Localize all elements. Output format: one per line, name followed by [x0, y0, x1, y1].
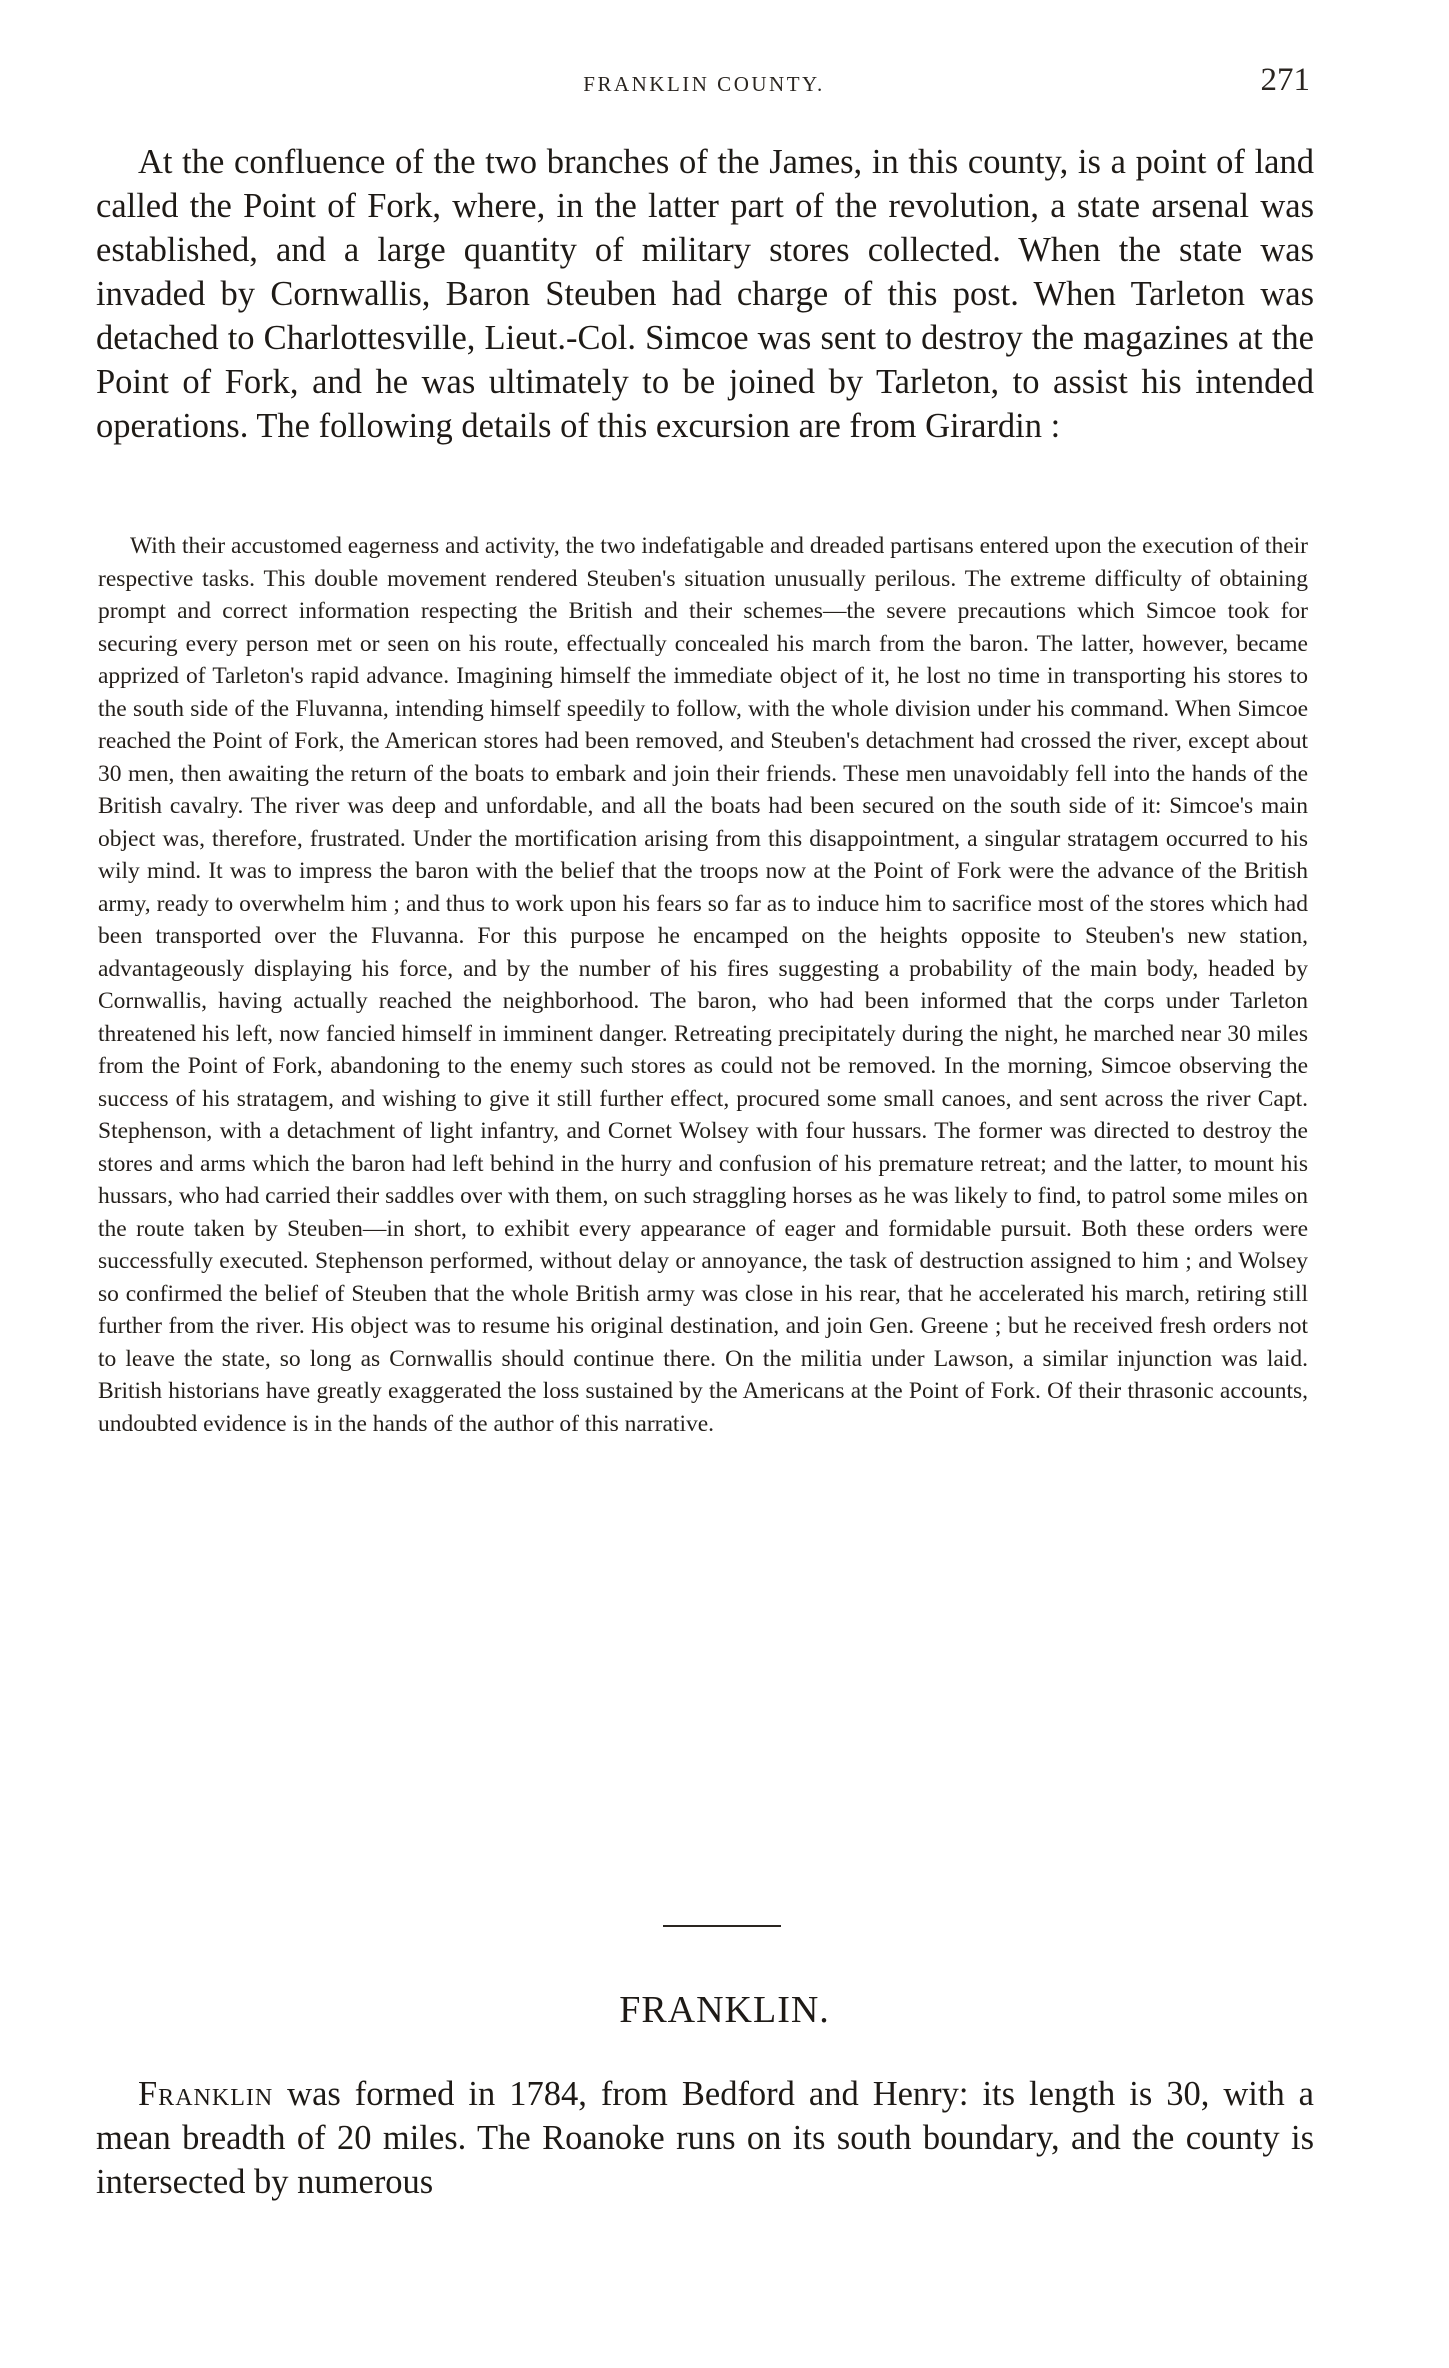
section-body [96, 2072, 1314, 2204]
section-divider-rule [663, 1925, 781, 1927]
girardin-quotation: With their accustomed eagerness and activity, the two indefatigable and dreaded partisans entered upon the execution of their respective tasks. This double movement rendered Steuben's situation unusually perilous. The extreme difficulty of obtaining prompt and correct information respecting the British and their schemes—the severe precautions which Simcoe took for securing every person met or seen on his route, effectually concealed his march from the baron. The latter, however, became apprized of Tarleton's rapid advance. Imagining himself the immediate object of it, he lost no time in transporting his stores to the south side of the Fluvanna, intending himself speedily to follow, with the whole division under his command. When Simcoe reached the Point of Fork, the American stores had been removed, and Steuben's detachment had crossed the river, except about 30 men, then awaiting the return of the boats to embark and join their friends. These men unavoidably fell into the hands of the British cavalry. The river was deep and unfordable, and all the boats had been secured on the south side of it: Simcoe's main object was, therefore, frustrated. Under the mortification arising from this disappointment, a singular stratagem occurred to his wily mind. It was to impress the baron with the belief that the troops now at the Point of Fork were the advance of the British army, ready to overwhelm him ; and thus to work upon his fears so far as to induce him to sacrifice most of the stores which had been transported over the Fluvanna. For this purpose he encamped on the heights opposite to Steuben's new station, advantageously displaying his force, and by the number of his fires suggesting a probability of the main body, headed by Cornwallis, having actually reached the neighborhood. The baron, who had been informed that the corps under Tarleton threatened his left, now fancied himself in imminent danger. Retreating precipitately during the night, he marched near 30 miles from the Point of Fork, abandoning to the enemy such stores as could not be removed. In the morning, Simcoe observing the success of his stratagem, and wishing to give it still further effect, procured some small canoes, and sent across the river Capt. Stephenson, with a detachment of light infantry, and Cornet Wolsey with four hussars. The former was directed to destroy the stores and arms which the baron had left behind in the hurry and confusion of his premature retreat; and the latter, to mount his hussars, who had carried their saddles over with them, on such straggling horses as he was likely to find, to patrol some miles on the route taken by Steuben—in short, to exhibit every appearance of eager and formidable pursuit. Both these orders were successfully executed. Stephenson performed, without delay or annoyance, the task of destruction assigned to him ; and Wolsey so confirmed the belief of Steuben that the whole British army was close in his rear, that he accelerated his march, retiring still further from the river. His object was to resume his original destination, and join Gen. Greene ; but he received fresh orders not to leave the state, so long as Cornwallis should continue there. On the militia under Lawson, a similar injunction was laid. British historians have greatly exaggerated the loss sustained by the Americans at the Point of Fork. Of their thrasonic accounts, undoubted evidence is in the hands of the author of this narrative. [98, 533, 1309, 1437]
section-lead-word: Franklin [138, 2075, 274, 2113]
lead-paragraph: At the confluence of the two branches of the James, in this county, is a point of land called the Point of Fork, where, in the latter part of the revolution, a state arsenal was established, and a large quantity of military stores collected. When the state was invaded by Cornwallis, Baron Steuben had charge of this post. When Tarleton was detached to Charlottesville, Lieut.-Col. Simcoe was sent to destroy the magazines at the Point of Fork, and he was ultimately to be joined by Tarleton, to assist his intended operations. The following details of this excursion are from Girardin : [96, 143, 1314, 445]
running-head [98, 62, 1310, 102]
section-body-text: was formed in 1784, from Bedford and Henry: its length is 30, with a mean breadth of 20 miles. The Roanoke runs on its south boundary, and the county is intersected by numerous [96, 2075, 1314, 2201]
section-heading: FRANKLIN. [619, 1989, 830, 2031]
running-title: FRANKLIN COUNTY. [583, 72, 825, 96]
page-number: 271 [1260, 62, 1310, 98]
